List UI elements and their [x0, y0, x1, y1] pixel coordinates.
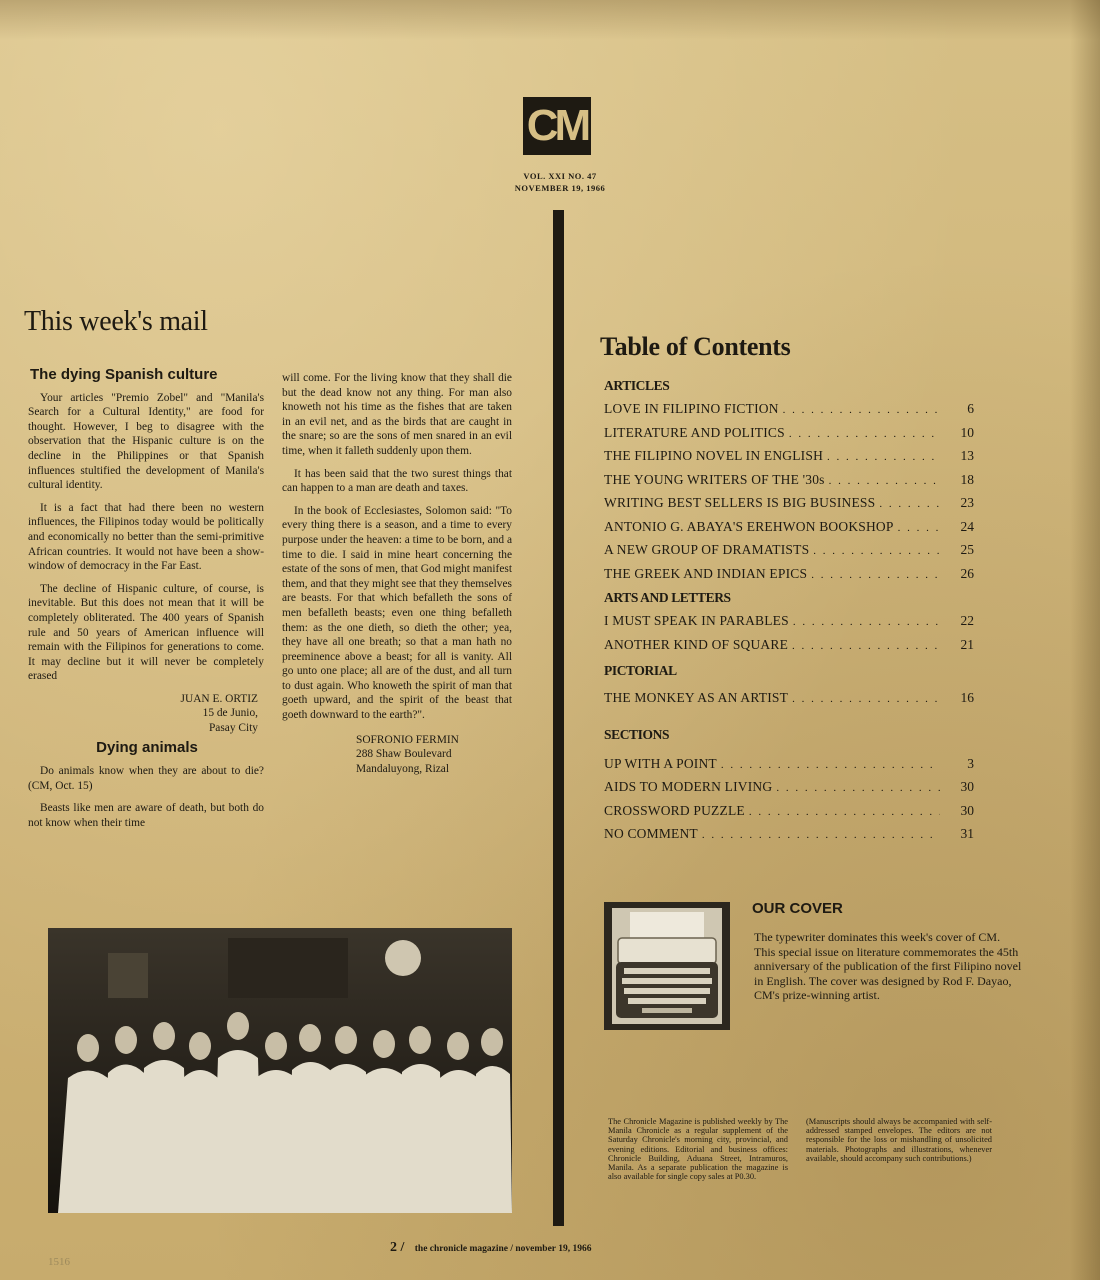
toc-item[interactable] [604, 397, 974, 421]
toc-section-arts: ARTS AND LETTERS [604, 590, 731, 605]
toc-item-page: 30 [960, 802, 974, 818]
toc-item[interactable] [604, 515, 974, 539]
toc-item[interactable] [604, 491, 974, 515]
paper-top-shadow [0, 0, 1100, 40]
page-number: 2 / [390, 1240, 405, 1255]
our-cover-heading: OUR COVER [752, 900, 843, 917]
toc-item-title: NO COMMENT [604, 826, 698, 841]
toc-item-page: 16 [960, 690, 974, 705]
toc-item-title: I MUST SPEAK IN PARABLES [604, 613, 789, 628]
toc-item-page: 26 [960, 565, 974, 581]
letter1-paragraph-1: Your articles "Premio Zobel" and "Manila's Search for a Cultural Identity," are food for thought. However, I beg to disagree with the observation that the Hispanic culture is on the decline in the Philippines or that Spanish influences stultified the development of Manila's cultural identity. [28, 391, 264, 492]
toc-item[interactable] [604, 538, 974, 562]
letter1-signature [28, 692, 264, 736]
toc-item-page: 10 [960, 424, 974, 440]
page-footer [390, 1240, 591, 1256]
letter2-paragraph-5: In the book of Ecclesiastes, Solomon said: "To every thing there is a season, and a time to every purpose under the heaven: a time to be born, and a time to die. I said in mine heart concerning the estate of the sons of men, that God might manifest them, and that they might see that they themselves are beasts. For that which befalleth the sons of men befalleth beasts; even one thing befalleth them: as the one dieth, so dieth the other; yea, they have all one breath; so that a man hath no preeminence above a beast; for all is vanity. All go unto one place; all are of the dust, and all turn to dust again. Who knoweth the spirit of man that goeth upward, and the spirit of the beast that goeth downward to the earth?". [282, 504, 512, 722]
our-cover-paragraph: The typewriter dominates this week's cover of CM. This special issue on literature commemorates the 45th anniversary of the publication of the first Filipino novel in English. The cover was designed by Rod F. Dayao, CM's prize-winning artist. [754, 930, 1022, 1003]
mail-section-title: This week's mail [24, 306, 208, 337]
manuscript-notice: (Manuscripts should always be accompanied with self-addressed stamped envelopes. The editors are not responsible for the loss or mishandling of unsolicited materials. Photographs and illustrations, whenever available, should accompany such contributions.) [806, 1117, 992, 1163]
letter2-sig-line2: 288 Shaw Boulevard [356, 748, 452, 761]
toc-item-page: 18 [960, 471, 974, 487]
letter1-sig-line2: 15 de Junio, [202, 707, 258, 720]
toc-item[interactable] [604, 421, 974, 445]
letter2-sig-line3: Mandaluyong, Rizal [356, 762, 450, 775]
toc-leader [783, 399, 940, 423]
toc-leader [793, 611, 940, 635]
letter2-paragraph-3: will come. For the living know that they shall die but the dead know not any thing. For man also knoweth not his time as the fishes that are taken in an evil net, and as the birds that are caught in the snare; so are the sons of men snared in an evil time, when it falleth suddenly upon them. [282, 372, 512, 457]
toc-item-title: THE FILIPINO NOVEL IN ENGLISH [604, 448, 824, 463]
toc-item-title: UP WITH A POINT [604, 755, 717, 771]
toc-item-page: 23 [960, 495, 974, 510]
letter2-paragraph-4: It has been said that the two surest things that can happen to a man are death and taxes. [282, 467, 512, 495]
pencil-mark: 1516 [48, 1256, 70, 1268]
toc-item-page: 3 [967, 755, 974, 771]
toc-leader [776, 777, 940, 801]
our-cover-text [754, 930, 1024, 1003]
typewriter-cover-image [604, 902, 730, 1030]
toc-item-title: A NEW GROUP OF DRAMATISTS [604, 542, 810, 557]
toc-item-title: ANOTHER KIND OF SQUARE [604, 636, 789, 652]
toc-item[interactable] [604, 686, 974, 710]
toc-leader [813, 540, 940, 564]
toc-item-page: 24 [960, 518, 974, 534]
toc-item-title: ANTONIO G. ABAYA'S EREHWON BOOKSHOP [604, 518, 894, 534]
mail-column-left [28, 368, 264, 838]
toc-section-articles: ARTICLES [604, 378, 670, 393]
letter1-paragraph-3: The decline of Hispanic culture, of course, is inevitable. But this does not mean that it will be completely obliterated. The 400 years of Spanish rule and 50 years of American influence will remain with the Filipinos for generations to come. It may decline but it will never be completely erased [28, 582, 264, 683]
issue-date: NOVEMBER 19, 1966 [514, 183, 606, 193]
cm-logo: CM [523, 97, 591, 155]
toc-section-pictorial: PICTORIAL [604, 663, 677, 678]
toc-item-page: 13 [960, 448, 974, 463]
toc-leader [749, 801, 940, 825]
toc-section-sections: SECTIONS [604, 726, 670, 742]
toc-item[interactable] [604, 633, 974, 657]
letter1-sig-line3: Pasay City [208, 721, 258, 734]
toc-leader [789, 423, 940, 447]
toc-leader [702, 824, 940, 848]
toc-leader [898, 517, 940, 541]
toc-title: Table of Contents [600, 332, 791, 361]
toc-item-page: 31 [960, 826, 974, 841]
letter1-heading: The dying Spanish culture [30, 366, 218, 383]
toc-item-page: 30 [960, 779, 974, 794]
toc-item[interactable] [604, 468, 974, 492]
toc-item-title: THE MONKEY AS AN ARTIST [604, 690, 789, 705]
toc-item[interactable] [604, 752, 974, 776]
letter2-sig-name: SOFRONIO FERMIN [356, 733, 459, 746]
toc-item-page: 21 [960, 636, 974, 652]
toc-leader [792, 688, 940, 712]
letter2-paragraph-1: Do animals know when they are about to die? (CM, Oct. 15) [28, 764, 264, 792]
footer-text: the chronicle magazine / november 19, 1966 [414, 1244, 592, 1254]
toc-leader [827, 446, 940, 470]
toc-item[interactable] [604, 822, 974, 846]
publication-info: The Chronicle Magazine is published weekly by The Manila Chronicle as a regular supplement of the Saturday Chronicle's morning city, provincial, and evening editions. Editorial and business offices: Chronicle Building, Aduana Street, Intramuros, Manila. As a separate publication the magazine is also available for single copy sales at P0.30. [608, 1117, 788, 1182]
toc-leader [792, 635, 940, 659]
letter2-signature [356, 733, 512, 777]
toc-leader [829, 470, 940, 494]
volume-number: VOL. XXI NO. 47 [523, 171, 597, 181]
toc-item-title: THE YOUNG WRITERS OF THE '30s [604, 471, 825, 487]
letter1-paragraph-2: It is a fact that had there been no western influences, the Filipinos today would be politically and economically no better than the semi-primitive African countries. It would not have been a show-window of democracy in the Far East. [28, 501, 264, 573]
toc-item-title: LOVE IN FILIPINO FICTION [604, 401, 779, 416]
letter1-sig-name: JUAN E. ORTIZ [180, 692, 258, 705]
toc-leader [811, 564, 940, 588]
issue-info [490, 170, 630, 194]
toc-item[interactable] [604, 799, 974, 823]
toc-item-title: WRITING BEST SELLERS IS BIG BUSINESS [604, 495, 876, 510]
paper-edge-shadow [1070, 0, 1100, 1280]
toc-item[interactable] [604, 562, 974, 586]
mail-column-middle [282, 371, 512, 776]
toc-item-page: 6 [967, 401, 974, 416]
toc-item-page: 22 [960, 613, 974, 628]
toc-item[interactable] [604, 444, 974, 468]
column-divider [553, 210, 564, 1226]
letter2-paragraph-2: Beasts like men are aware of death, but both do not know when their time [28, 802, 264, 829]
toc-item-title: LITERATURE AND POLITICS [604, 424, 785, 440]
toc-item[interactable] [604, 609, 974, 633]
group-photograph [48, 928, 512, 1213]
toc-item[interactable] [604, 775, 974, 799]
toc-item-page: 25 [960, 542, 974, 557]
letter2-heading: Dying animals [96, 739, 198, 757]
toc-leader [721, 754, 940, 778]
toc-item-title: CROSSWORD PUZZLE [604, 802, 745, 818]
toc-item-title: AIDS TO MODERN LIVING [604, 779, 773, 794]
table-of-contents [604, 375, 974, 846]
toc-leader [879, 493, 940, 517]
toc-item-title: THE GREEK AND INDIAN EPICS [604, 565, 808, 581]
